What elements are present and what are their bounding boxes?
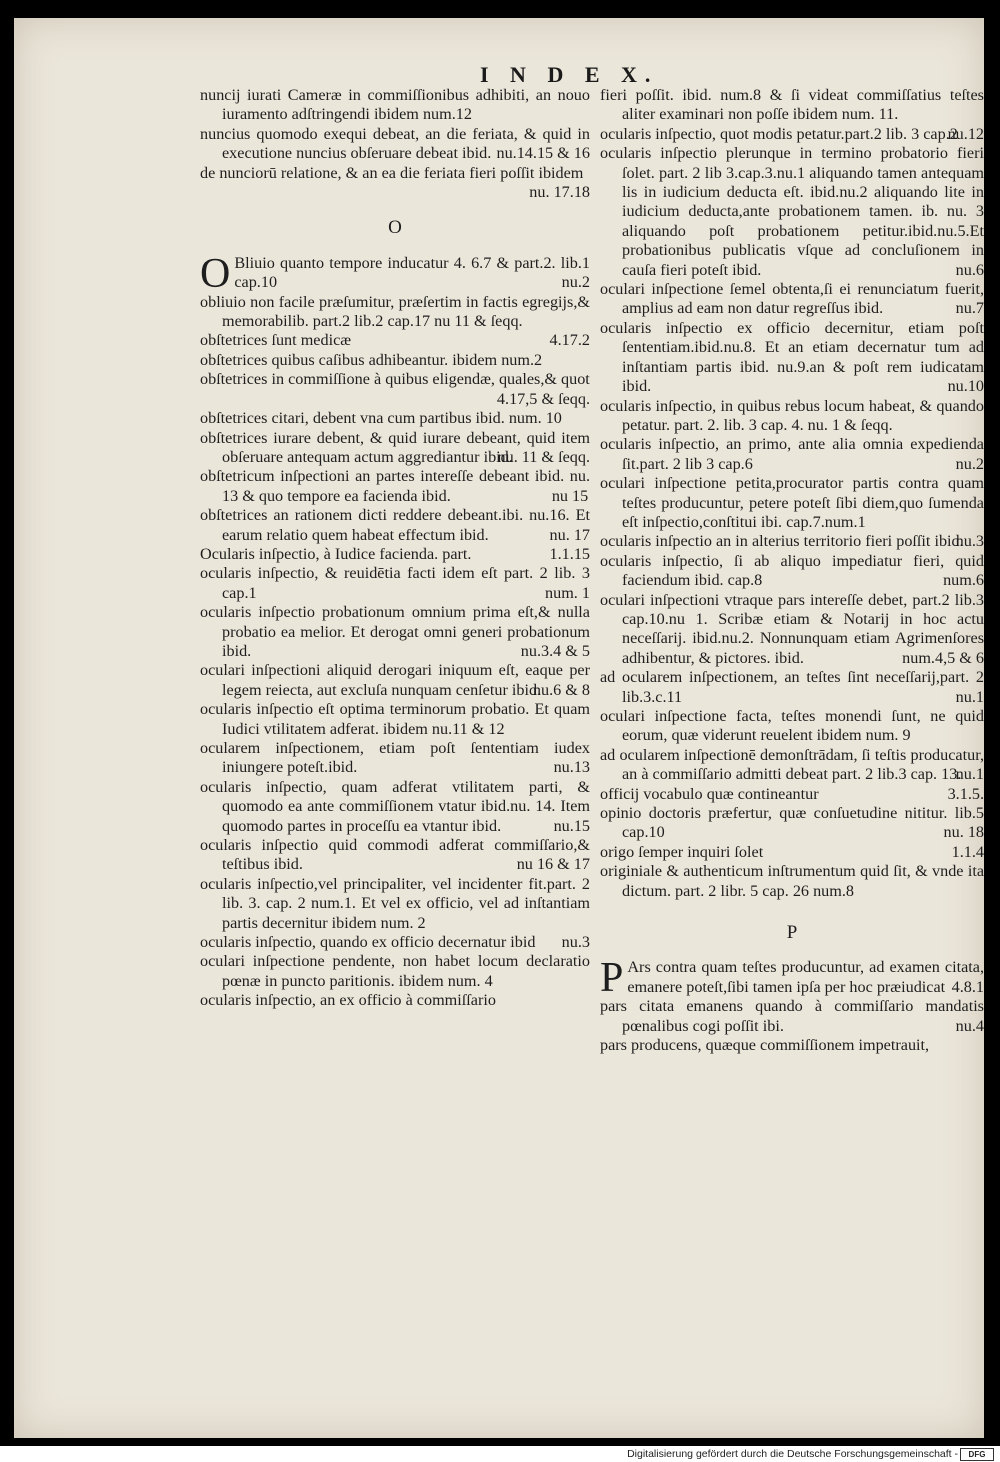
entry-text: ocularis inſpectio, an primo, ante alia omnia expedienda ſit.part. 2 lib 3 cap.6 (600, 435, 984, 473)
index-entry (200, 351, 590, 370)
entry-ref: nu. 17 (549, 525, 590, 544)
entry-ref: nu.14.15 & 16 (496, 144, 590, 163)
entry-ref: 4.8.1 (951, 977, 984, 996)
entry-ref: nu.12 (947, 124, 984, 143)
entry-text: oculari inſpectioni vtraque pars intereſſe debet, part.2 lib.3 cap.10.nu 1. Scribæ etiam & Notarij in hoc actu neceſſarij. ibid.nu.2. Nonnunquam etiam Agrimenſores adhibentur, & pictores. ibid. (600, 590, 984, 667)
entry-text: ocularis inſpectio, quando ex officio decernatur ibid (200, 933, 536, 952)
entry-text: Bliuio quanto tempore inducatur 4. 6.7 & part.2. lib.1 cap.10 (234, 253, 590, 292)
index-entry (600, 746, 984, 785)
entry-ref: nu. 11 & ſeqq. (497, 447, 590, 466)
entry-ref: nu.10 (947, 377, 984, 396)
entry-text: pars citata emanens quando à commiſſario mandatis pœnalibus cogi poſſit ibi. (600, 997, 984, 1035)
index-entry (200, 506, 590, 545)
index-entry (600, 785, 984, 804)
entry-text: origo ſemper inquiri ſolet (600, 842, 764, 861)
section-heading-p: P (786, 922, 798, 944)
index-entry (200, 545, 590, 564)
index-entry (600, 804, 984, 843)
index-entry (600, 125, 984, 144)
entry-text: ad ocularem inſpectionē demonſtrādam, ſi teſtis producatur, an à commiſſario admitti debeat part. 2 lib.3 cap. 13. (600, 745, 984, 784)
entry-text: ocularis inſpectio, & reuidētia facti idem eſt part. 2 lib. 3 cap.1 (200, 564, 590, 602)
index-entry (200, 331, 590, 350)
index-entry (200, 778, 590, 836)
entry-ref: nu. 18 (943, 823, 984, 842)
entry-ref: nu.6 & 8 (532, 680, 590, 699)
footer-text: Digitalisierung gefördert durch die Deutsche Forschungsgemeinschaft - (627, 1448, 958, 1460)
entry-ref: num. 1 (545, 583, 590, 602)
entry-text: ocularis inſpectio, ſi ab aliquo impediatur fieri, quid faciendum ibid. cap.8 (600, 551, 984, 590)
entry-ref: nu.13 (553, 758, 590, 777)
entry-ref: 4.17,5 & ſeqq. (496, 389, 590, 408)
page-header: I N D E X. (480, 62, 659, 87)
entry-text: fieri poſſit. ibid. num.8 & ſi videat commiſſatius teſtes aliter examinari non poſſe ibidem num. 11. (600, 86, 984, 124)
index-entry (600, 591, 984, 669)
entry-ref: nu 15 (551, 486, 589, 505)
entry-text: oculari inſpectione ſemel obtenta,ſi ei renunciatum fuerit, amplius ad eam non datur regreſſus ibid. (600, 280, 984, 318)
entry-text: ocularis inſpectio, quam adferat vtilitatem parti, & quomodo ea ante commiſſionem vtatur ibid.nu. 14. Item quomodo partes in proceſſu ea vtantur ibid. (200, 777, 590, 835)
entry-text: de nunciorū relatione, & an ea die feriata fieri poſſit ibidem (200, 163, 584, 182)
index-entry (200, 467, 590, 506)
index-entry (600, 1036, 984, 1055)
entry-text: Ars contra quam teſtes producuntur, ad examen citata, emanere poteſt,ſibi tamen ipſa per hoc præiudicat (627, 958, 984, 996)
entry-text: oculari inſpectione facta, teſtes monendi ſunt, ne quid eorum, quæ viderunt reuelent ibidem num. 9 (600, 707, 984, 745)
o-entry-list (200, 293, 590, 1011)
entry-text: ocularem inſpectionem, etiam poſt ſententiam iudex iniungere poteſt.ibid. (200, 739, 590, 777)
index-entry-first-o (200, 250, 590, 297)
index-entry (200, 603, 590, 661)
entry-text: opinio doctoris præfertur, quæ conſuetudine nititur. lib.5 cap.10 (600, 804, 984, 842)
entry-text: oculari inſpectione pendente, non habet locum declaratio pœnæ in puncto paritionis. ibidem num. 4 (200, 952, 590, 990)
right-column (600, 86, 984, 1056)
entry-text: obſtetrices in commiſſione à quibus eligendæ, quales,& quot (200, 370, 590, 389)
entry-ref: nu.3 (561, 933, 590, 952)
entry-ref: nu.7 (955, 299, 984, 318)
index-entry (600, 474, 984, 532)
entry-ref: num.6 (943, 571, 984, 590)
entry-ref: nu.6 (955, 260, 984, 279)
left-column (200, 86, 590, 1011)
entry-ref: nu.3 (955, 532, 984, 551)
entry-ref: nu 16 & 17 (516, 855, 590, 874)
index-entry (200, 409, 590, 428)
index-entry (200, 952, 590, 991)
index-entry (200, 164, 590, 203)
index-entry (200, 125, 590, 164)
index-entry (600, 144, 984, 280)
entry-text: nuncius quomodo exequi debeat, an die feriata, & quid in executione nuncius obſeruare debeat ibid. (200, 124, 590, 163)
entry-ref: 3.1.5. (947, 784, 984, 803)
entry-ref: 1.1.4 (951, 842, 984, 861)
index-entry-first-p (600, 955, 984, 1002)
entry-ref: nu.1 (955, 765, 984, 784)
drop-cap-p: P (600, 955, 624, 1002)
drop-cap-o: O (200, 250, 231, 297)
index-entry (200, 875, 590, 933)
index-entry (200, 86, 590, 125)
entry-text: obſtetrices ſunt medicæ (200, 331, 352, 350)
index-entry (200, 991, 590, 1010)
index-entry (200, 293, 590, 332)
entry-text: obſtetrices quibus caſibus adhibeantur. ibidem num.2 (200, 350, 543, 369)
entry-text: obſtetricum inſpectioni an partes intereſſe debeant ibid. nu. 13 & quo tempore ea facienda ibid. (200, 467, 590, 505)
index-entry (200, 370, 590, 409)
footer-bar (0, 1446, 1000, 1462)
entry-text: oculari inſpectioni aliquid derogari iniquum eſt, eaque per legem reiecta, aut excluſa nunquam cenſetur ibid. (200, 661, 590, 699)
entry-text: officij vocabulo quæ contineantur (600, 784, 819, 803)
index-entry (600, 280, 984, 319)
entry-text: ocularis inſpectio ex officio decernitur, etiam poſt ſententiam.ibid.nu.8. Et an etiam decernatur tum ad inſtantiam partis ibid. nu.9.an & poſt rem iudicatam ibid. (600, 318, 984, 396)
left-entry-list (200, 86, 590, 202)
index-entry (600, 707, 984, 746)
section-heading-o: O (388, 217, 402, 239)
entry-text: obſtetrices an rationem dicti reddere debeant.ibi. nu.16. Et earum relatio quem habeat effectum ibid. (200, 506, 590, 544)
entry-ref: 4.17.2 (549, 331, 590, 350)
entry-text: ocularis inſpectio quid commodi adferat commiſſario,& teſtibus ibid. (200, 836, 590, 874)
entry-text: ocularis inſpectio, in quibus rebus locum habeat, & quando petatur. part. 2. lib. 3 cap. 4. nu. 1 & ſeqq. (600, 396, 984, 434)
index-entry (600, 86, 984, 125)
entry-ref: nu.15 (553, 816, 590, 835)
index-entry (600, 862, 984, 901)
entry-text: pars producens, quæque commiſſionem impetrauit, (600, 1036, 930, 1055)
entry-text: ocularis inſpectio probationum omnium prima eſt,& nulla probatio ea melior. Et derogat omni generi probationum ibid. (200, 603, 590, 660)
entry-text: ocularis inſpectio eſt optima terminorum probatio. Et quam Iudici vtilitatem adferat. ibidem nu.11 & 12 (200, 700, 590, 738)
entry-ref: nu.2 (561, 273, 590, 292)
index-entry (200, 429, 590, 468)
index-entry (600, 435, 984, 474)
index-entry (200, 933, 590, 952)
entry-ref: nu. 17.18 (529, 183, 590, 202)
entry-ref: nu.1 (955, 687, 984, 706)
entry-text: ocularis inſpectio, an ex officio à commiſſario (200, 991, 496, 1010)
index-entry (200, 739, 590, 778)
index-entry (600, 843, 984, 862)
entry-ref: nu.3.4 & 5 (520, 641, 590, 660)
right-entry-list (600, 86, 984, 901)
entry-text: Ocularis inſpectio, à Iudice facienda. part. (200, 544, 472, 563)
entry-text: oculari inſpectione petita,procurator partis contra quam teſtes producuntur, petere poteſt ſibi diem,quo ſumenda eſt inſpectio,conſtitui ibi. cap.7.num.1 (600, 474, 984, 531)
index-entry (600, 552, 984, 591)
entry-ref: nu.4 (955, 1016, 984, 1035)
entry-text: obſtetrices iurare debent, & quid iurare debeant, quid item obſeruare antequam actum aggrediantur ibid. (200, 428, 590, 466)
entry-ref: nu.2 (955, 454, 984, 473)
p-entry-list (600, 997, 984, 1055)
entry-ref: 1.1.15 (549, 544, 590, 563)
entry-text: ad ocularem inſpectionem, an teſtes ſint neceſſarij,part. 2 lib.3.c.11 (600, 668, 984, 706)
index-entry (200, 836, 590, 875)
index-entry (600, 668, 984, 707)
entry-text: ocularis inſpectio plerunque in termino probatorio fieri ſolet. part. 2 lib 3.cap.3.nu.1 aliquando tamen antequam lis in iudicium deducta eſt. ibid.nu.2 aliquando lite in iudicium deducta,ante probationem tamen. ib. nu. 3 aliquando poſt probationem petitur.ibid.nu.5.Et probationibus publicatis vſque ad concluſionem in cauſa fieri poteſt ibid. (600, 144, 984, 279)
entry-text: ocularis inſpectio an in alterius territorio fieri poſſit ibid. (600, 532, 964, 551)
entry-ref: num.4,5 & 6 (902, 648, 984, 667)
index-entry (600, 532, 984, 551)
entry-text: originiale & authenticum inſtrumentum quid ſit, & vnde ita dictum. part. 2 libr. 5 cap. 26 num.8 (600, 862, 984, 900)
dfg-logo: DFG (960, 1448, 994, 1461)
entry-text: obliuio non facile præſumitur, præſertim in factis egregijs,& memorabilib. part.2 lib.2 cap.17 nu 11 & ſeqq. (200, 292, 590, 331)
index-entry (600, 319, 984, 397)
index-entry (600, 397, 984, 436)
entry-text: ocularis inſpectio, quot modis petatur.part.2 lib. 3 cap.2 (600, 124, 958, 143)
entry-text: nuncij iurati Cameræ in commiſſionibus adhibiti, an nouo iuramento adſtringendi ibidem num.12 (200, 86, 590, 124)
index-entry (200, 564, 590, 603)
index-entry (200, 700, 590, 739)
index-entry (200, 661, 590, 700)
entry-text: ocularis inſpectio,vel principaliter, vel incidenter fit.part. 2 lib. 3. cap. 2 num.1. Et vel ex officio, vel ad inſtantiam partis decernitur ibidem num. 2 (200, 874, 590, 932)
index-entry (600, 997, 984, 1036)
entry-text: obſtetrices citari, debent vna cum partibus ibid. num. 10 (200, 409, 562, 428)
